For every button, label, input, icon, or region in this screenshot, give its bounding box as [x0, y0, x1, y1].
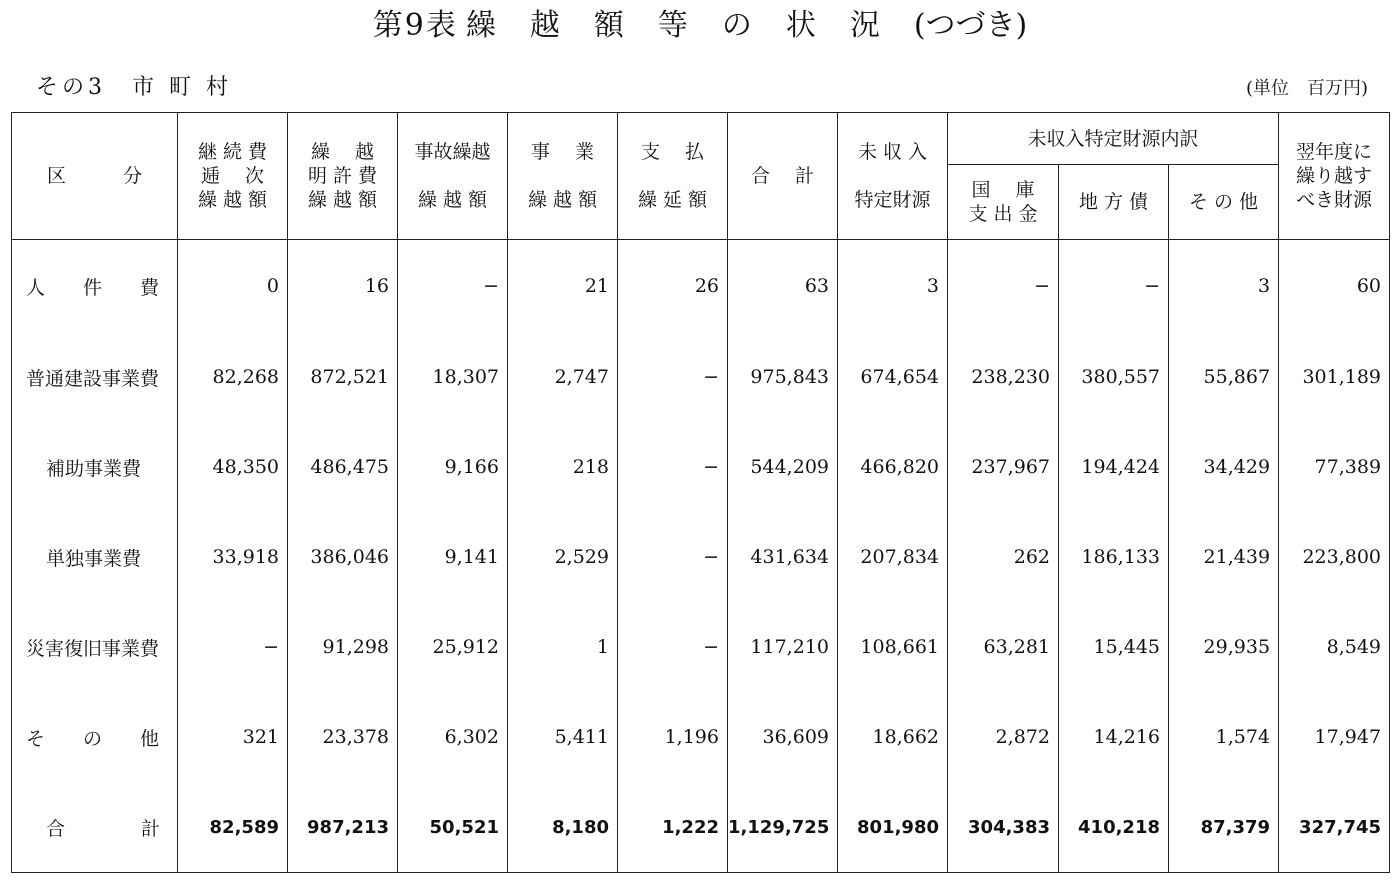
table-row-total	[12, 782, 1390, 873]
header-project-carryover: 事 業 繰 越 額	[508, 113, 618, 240]
cell-value: 55,867	[1169, 332, 1279, 422]
cell-value: 1,129,725	[728, 782, 838, 873]
header-carryover-permitted: 繰 越 明 許 費 繰 越 額	[288, 113, 398, 240]
cell-value: 29,935	[1169, 602, 1279, 692]
cell-value: 1,222	[618, 782, 728, 873]
cell-value: 50,521	[398, 782, 508, 873]
table-row-disaster-recovery	[12, 602, 1390, 692]
table-row-independent-projects	[12, 512, 1390, 602]
cell-value: 21	[508, 240, 618, 333]
row-label: 単独事業費	[12, 512, 178, 602]
cell-value: 1	[508, 602, 618, 692]
cell-value: 23,378	[288, 692, 398, 782]
row-label: 普通建設事業費	[12, 332, 178, 422]
cell-value: 674,654	[838, 332, 948, 422]
cell-value: −	[398, 240, 508, 333]
cell-value: 1,574	[1169, 692, 1279, 782]
table-row-subsidized-projects	[12, 422, 1390, 512]
cell-value: 223,800	[1279, 512, 1390, 602]
cell-value: 410,218	[1059, 782, 1169, 873]
cell-value: 304,383	[948, 782, 1059, 873]
header-total: 合 計	[728, 113, 838, 240]
cell-value: 25,912	[398, 602, 508, 692]
cell-value: 380,557	[1059, 332, 1169, 422]
subtitle: その3 市 町 村	[36, 75, 232, 100]
cell-value: 18,662	[838, 692, 948, 782]
row-label: 人 件 費	[12, 240, 178, 333]
cell-value: 5,411	[508, 692, 618, 782]
table-row-other	[12, 692, 1390, 782]
cell-value: 34,429	[1169, 422, 1279, 512]
header-uncollected-revenue: 未 収 入 特定財源	[838, 113, 948, 240]
row-label: 合 計	[12, 782, 178, 873]
cell-value: 301,189	[1279, 332, 1390, 422]
cell-value: −	[618, 602, 728, 692]
header-accident-carryover: 事故繰越 繰 越 額	[398, 113, 508, 240]
cell-value: 60	[1279, 240, 1390, 333]
cell-value: 872,521	[288, 332, 398, 422]
row-label: 災害復旧事業費	[12, 602, 178, 692]
header-continuing-expense: 継 続 費 逓 次 繰 越 額	[178, 113, 288, 240]
cell-value: 21,439	[1169, 512, 1279, 602]
header-uncollected-breakdown: 未収入特定財源内訳	[948, 113, 1279, 165]
cell-value: 26	[618, 240, 728, 333]
carryover-table	[11, 112, 1390, 873]
cell-value: 63,281	[948, 602, 1059, 692]
cell-value: 18,307	[398, 332, 508, 422]
cell-value: −	[178, 602, 288, 692]
page-title	[0, 6, 1400, 46]
cell-value: 975,843	[728, 332, 838, 422]
header-national-treasury: 国 庫 支 出 金	[948, 165, 1059, 240]
cell-value: 33,918	[178, 512, 288, 602]
cell-value: 14,216	[1059, 692, 1169, 782]
cell-value: 3	[838, 240, 948, 333]
cell-value: 2,872	[948, 692, 1059, 782]
cell-value: 2,747	[508, 332, 618, 422]
cell-value: 386,046	[288, 512, 398, 602]
cell-value: 77,389	[1279, 422, 1390, 512]
row-label: 補助事業費	[12, 422, 178, 512]
cell-value: 17,947	[1279, 692, 1390, 782]
cell-value: 544,209	[728, 422, 838, 512]
table-row-personnel	[12, 240, 1390, 333]
cell-value: 207,834	[838, 512, 948, 602]
cell-value: 63	[728, 240, 838, 333]
title-prefix: 第9表	[372, 8, 458, 43]
unit-label: (単位 百万円)	[1245, 78, 1368, 99]
cell-value: 82,268	[178, 332, 288, 422]
cell-value: 117,210	[728, 602, 838, 692]
title-suffix: (つづき)	[913, 8, 1028, 43]
header-payment-deferral: 支 払 繰 延 額	[618, 113, 728, 240]
cell-value: 1,196	[618, 692, 728, 782]
cell-value: 237,967	[948, 422, 1059, 512]
cell-value: 82,589	[178, 782, 288, 873]
cell-value: 8,180	[508, 782, 618, 873]
cell-value: 987,213	[288, 782, 398, 873]
cell-value: −	[1059, 240, 1169, 333]
cell-value: 466,820	[838, 422, 948, 512]
row-label: そ の 他	[12, 692, 178, 782]
cell-value: 321	[178, 692, 288, 782]
table-row-ordinary-construction	[12, 332, 1390, 422]
title-main: 繰越額等の状況	[465, 8, 914, 43]
header-category: 区 分	[12, 113, 178, 240]
cell-value: 8,549	[1279, 602, 1390, 692]
cell-value: 186,133	[1059, 512, 1169, 602]
cell-value: −	[618, 512, 728, 602]
cell-value: 0	[178, 240, 288, 333]
cell-value: −	[948, 240, 1059, 333]
cell-value: 262	[948, 512, 1059, 602]
header-next-year-resources: 翌年度に 繰り越す べき財源	[1279, 113, 1390, 240]
cell-value: 218	[508, 422, 618, 512]
cell-value: 16	[288, 240, 398, 333]
cell-value: 238,230	[948, 332, 1059, 422]
cell-value: 15,445	[1059, 602, 1169, 692]
cell-value: 9,166	[398, 422, 508, 512]
header-other: そ の 他	[1169, 165, 1279, 240]
cell-value: −	[618, 422, 728, 512]
header-local-bonds: 地 方 債	[1059, 165, 1169, 240]
cell-value: 48,350	[178, 422, 288, 512]
cell-value: 9,141	[398, 512, 508, 602]
cell-value: 3	[1169, 240, 1279, 333]
cell-value: 327,745	[1279, 782, 1390, 873]
cell-value: 36,609	[728, 692, 838, 782]
cell-value: 194,424	[1059, 422, 1169, 512]
cell-value: 486,475	[288, 422, 398, 512]
cell-value: 91,298	[288, 602, 398, 692]
cell-value: 801,980	[838, 782, 948, 873]
cell-value: 108,661	[838, 602, 948, 692]
cell-value: 87,379	[1169, 782, 1279, 873]
cell-value: 2,529	[508, 512, 618, 602]
cell-value: −	[618, 332, 728, 422]
cell-value: 431,634	[728, 512, 838, 602]
cell-value: 6,302	[398, 692, 508, 782]
